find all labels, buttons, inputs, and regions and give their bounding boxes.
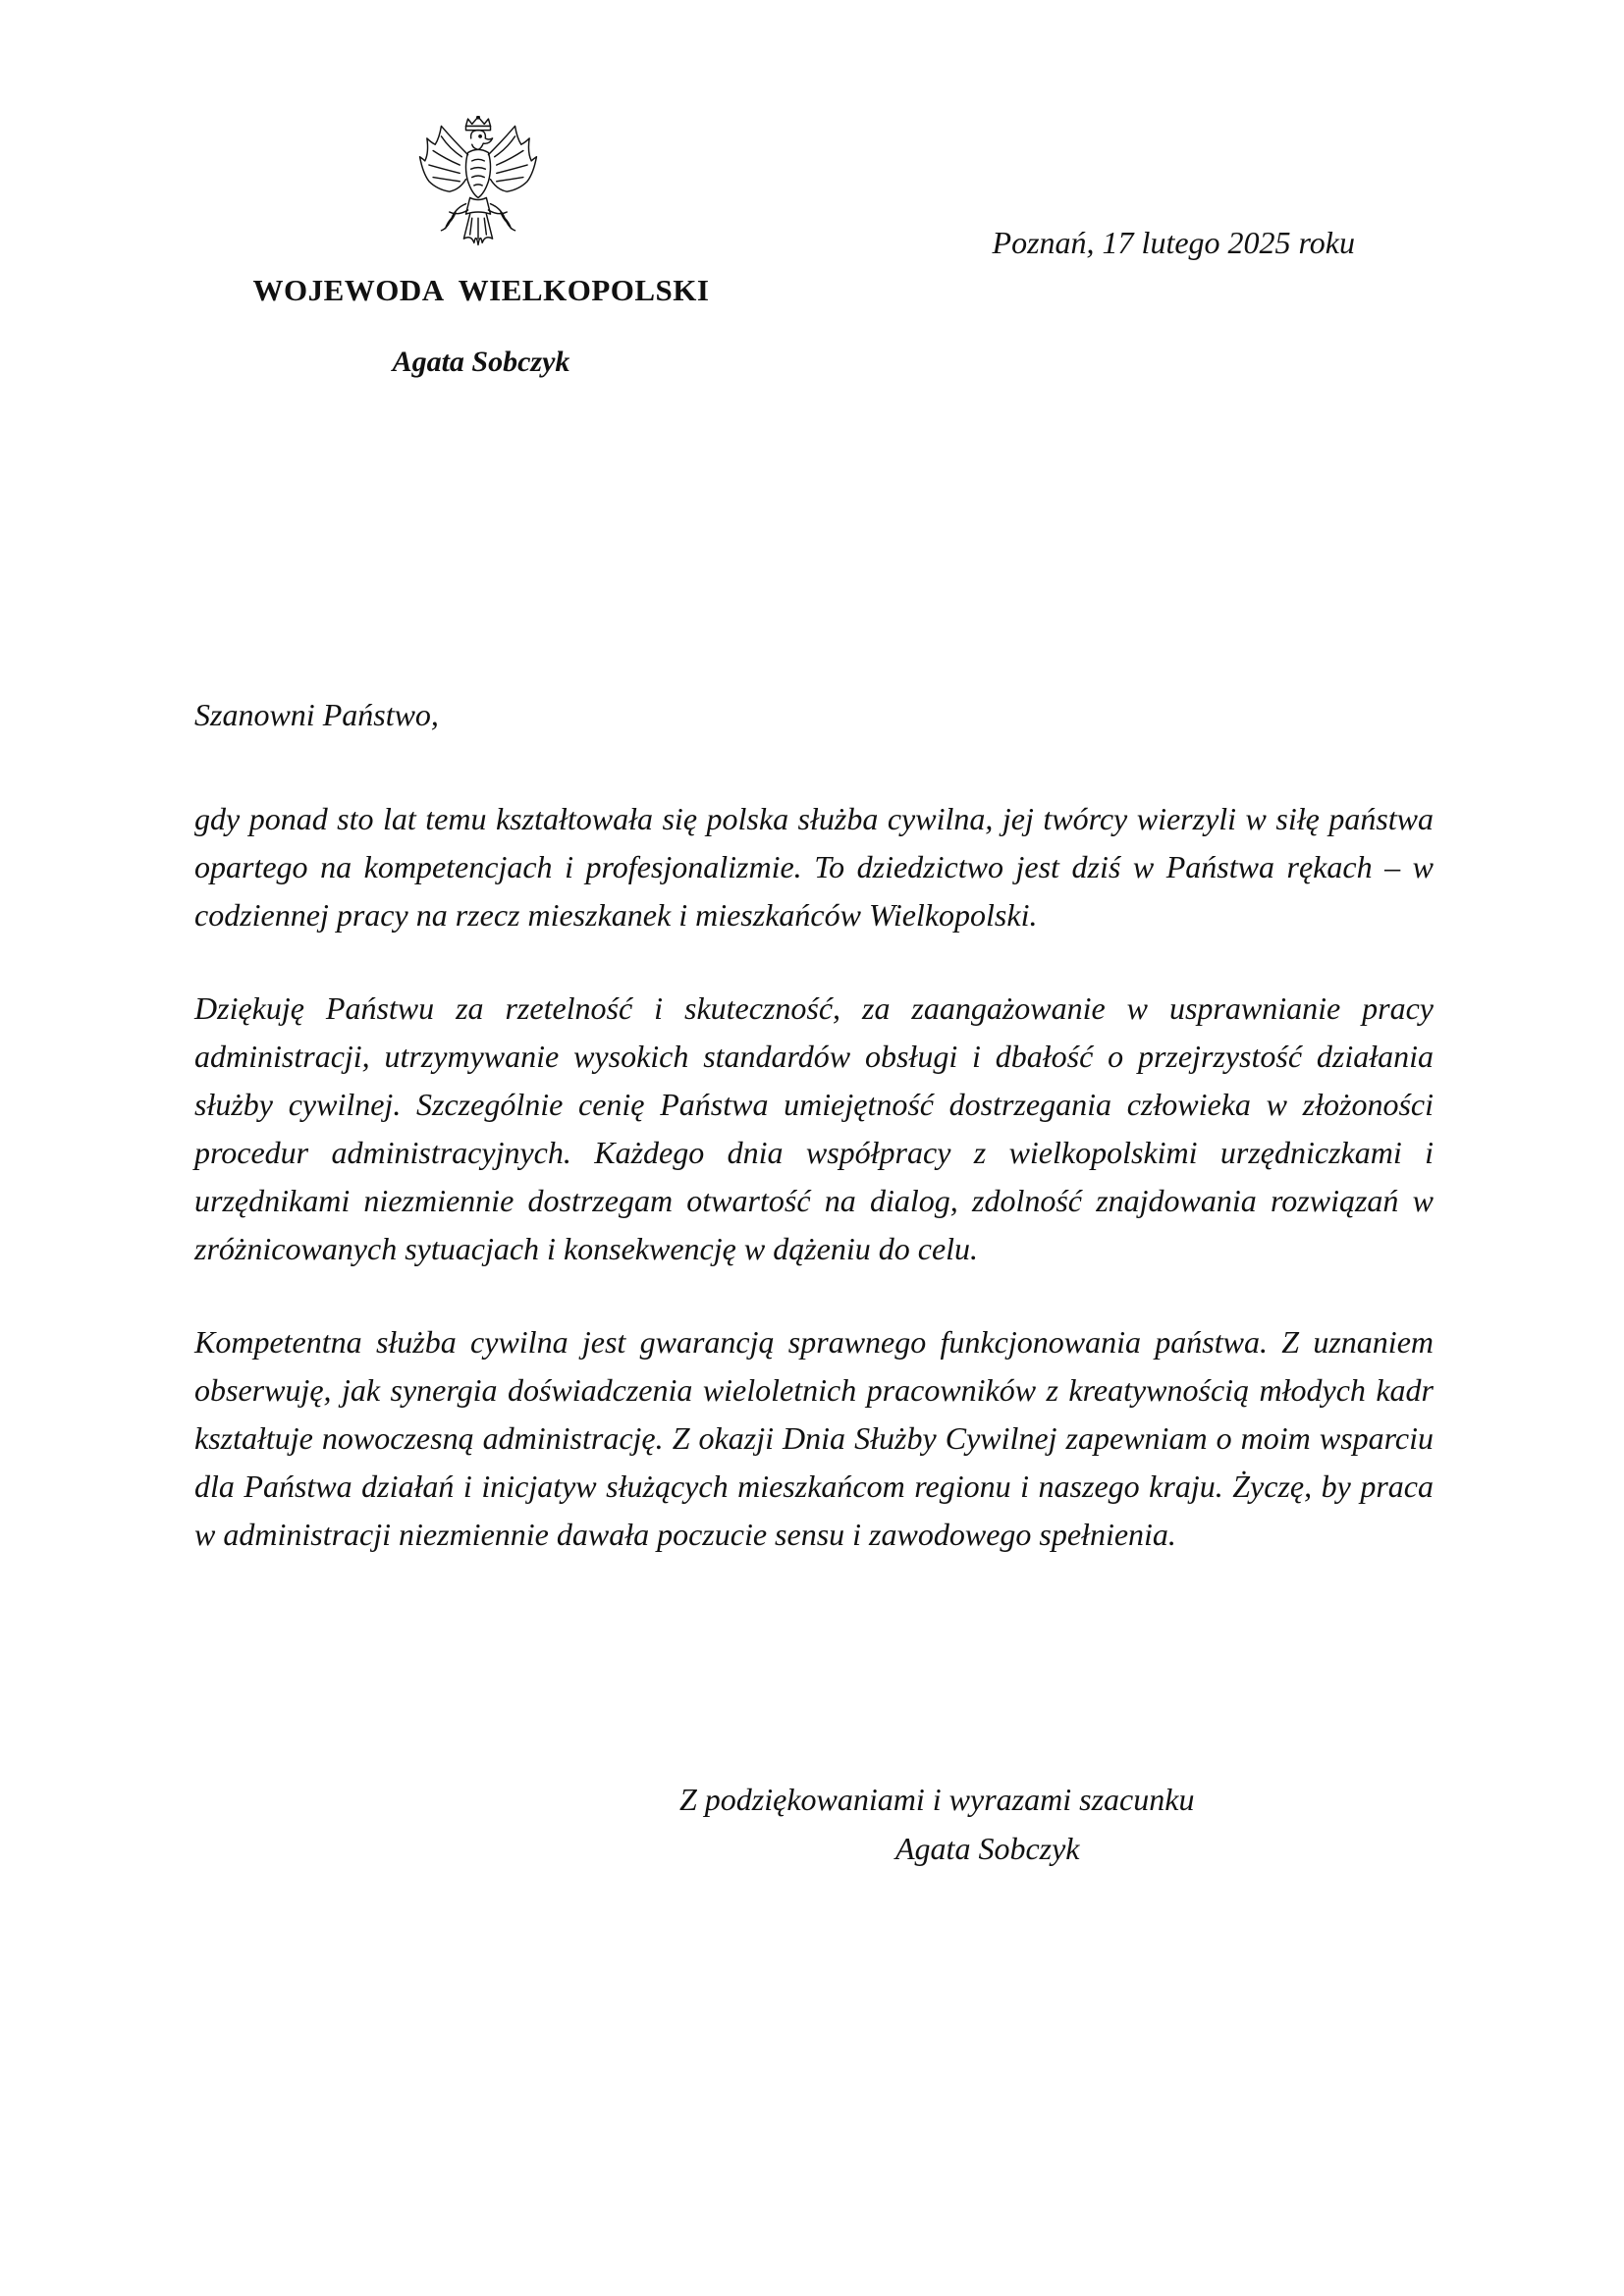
- body-paragraph: gdy ponad sto lat temu kształtowała się polska służba cywilna, jej twórcy wierzyli w siłę państwa opartego na kompetencjach i profesjonalizmie. To dziedzictwo jest dziś w Państwa rękach – w codziennej pracy na rzecz mieszkanek i mieszkańców Wielkopolski.: [194, 801, 1434, 933]
- polish-eagle-emblem-icon: [416, 116, 540, 259]
- body-paragraph: Kompetentna służba cywilna jest gwarancją sprawnego funkcjonowania państwa. Z uznaniem obserwuję, jak synergia doświadczenia wieloletnich pracowników z kreatywnością młodych kadr kształtuje nowoczesną administrację. Z okazji Dnia Służby Cywilnej zapewniam o moim wsparciu dla Państwa działań i inicjatyw służących mieszkańcom regionu i naszego kraju. Życzę, by praca w administracji niezmiennie dawała poczucie sensu i zawodowego spełnienia.: [194, 1324, 1434, 1552]
- letter-body: [194, 795, 1434, 1604]
- closing-line: Z podziękowaniami i wyrazami szacunku: [679, 1782, 1195, 1817]
- closing-block: [679, 1775, 1194, 1873]
- letter-date: Poznań, 17 lutego 2025 roku: [992, 225, 1355, 260]
- salutation: Szanowni Państwo,: [194, 697, 439, 732]
- office-title: WOJEWODA WIELKOPOLSKI: [252, 273, 710, 307]
- body-paragraph: Dziękuję Państwu za rzetelność i skuteczność, za zaangażowanie w usprawnianie pracy administracji, utrzymywanie wysokich standardów obsługi i dbałość o przejrzystość działania służby cywilnej. Szczególnie cenię Państwa umiejętność dostrzegania człowieka w złożoności procedur administracyjnych. Każdego dnia współpracy z wielkopolskimi urzędniczkami i urzędnikami niezmiennie dostrzegam otwartość na dialog, zdolność znajdowania rozwiązań w zróżnicowanych sytuacjach i konsekwencję w dążeniu do celu.: [194, 990, 1434, 1266]
- signature-name: Agata Sobczyk: [895, 1831, 1080, 1866]
- office-holder-name: Agata Sobczyk: [392, 346, 570, 378]
